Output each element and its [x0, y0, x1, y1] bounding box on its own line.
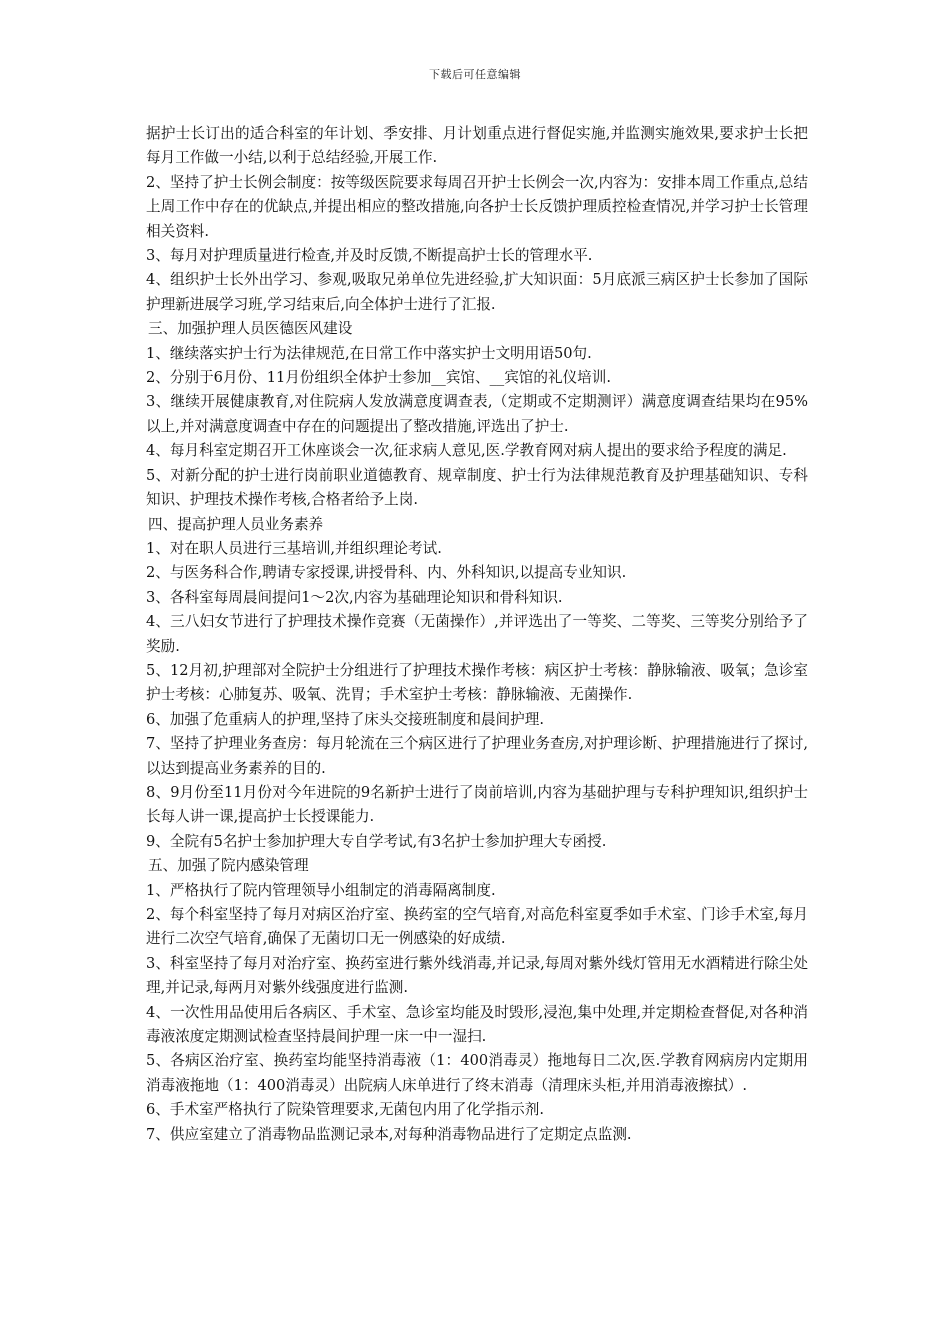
paragraph: 2、分别于6月份、11月份组织全体护士参加__宾馆、__宾馆的礼仪培训. — [146, 369, 612, 387]
paragraph: 2、每个科室坚持了每月对病区治疗室、换药室的空气培育,对高危科室夏季如手术室、门诊手术室,每月进行二次空气培育,确保了无菌切口无一例感染的好成绩. — [146, 906, 808, 948]
paragraph: 据护士长订出的适合科室的年计划、季安排、月计划重点进行督促实施,并监测实施效果,要求护士长把每月工作做一小结,以利于总结经验,开展工作. — [146, 125, 808, 167]
paragraph: 3、科室坚持了每月对治疗室、换药室进行紫外线消毒,并记录,每周对紫外线灯管用无水酒精进行除尘处理,并记录,每两月对紫外线强度进行监测. — [146, 954, 808, 997]
paragraph: 4、组织护士长外出学习、参观,吸取兄弟单位先进经验,扩大知识面：5月底派三病区护士长参加了国际护理新进展学习班,学习结束后,向全体护士进行了汇报. — [146, 271, 808, 313]
paragraph: 2、坚持了护士长例会制度：按等级医院要求每周召开护士长例会一次,内容为：安排本周工作重点,总结上周工作中存在的优缺点,并提出相应的整改措施,向各护士长反馈护理质控检查情况,并学习护士长管理相关资料. — [146, 173, 808, 240]
paragraph: 8、9月份至11月份对今年进院的9名新护士进行了岗前培训,内容为基础护理与专科护理知识,组织护士长每人讲一课,提高护士长授课能力. — [146, 783, 808, 826]
paragraph: 5、对新分配的护士进行岗前职业道德教育、规章制度、护士行为法律规范教育及护理基础知识、专科知识、护理技术操作考核,合格者给予上岗. — [146, 466, 808, 509]
paragraph: 1、严格执行了院内管理领导小组制定的消毒隔离制度. — [146, 881, 496, 899]
page-header: 下载后可任意编辑 — [429, 68, 521, 81]
paragraph: 4、每月科室定期召开工休座谈会一次,征求病人意见,医.学教育网对病人提出的要求给予程度的满足. — [146, 442, 787, 460]
paragraph: 1、对在职人员进行三基培训,并组织理论考试. — [146, 539, 442, 557]
paragraph: 2、与医务科合作,聘请专家授课,讲授骨科、内、外科知识,以提高专业知识. — [146, 564, 627, 582]
paragraph: 4、三八妇女节进行了护理技术操作竞赛（无菌操作）,并评选出了一等奖、二等奖、三等奖分别给予了奖励. — [146, 613, 808, 655]
paragraph: 3、继续开展健康教育,对住院病人发放满意度调查表,（定期或不定期测评）满意度调查结果均在95%以上,并对满意度调查中存在的问题提出了整改措施,评选出了护士. — [146, 393, 808, 435]
paragraph: 7、坚持了护理业务查房：每月轮流在三个病区进行了护理业务查房,对护理诊断、护理措施进行了探讨,以达到提高业务素养的目的. — [146, 735, 808, 777]
section-heading: 四、提高护理人员业务素养 — [148, 515, 324, 533]
paragraph: 1、继续落实护士行为法律规范,在日常工作中落实护士文明用语50句. — [146, 344, 592, 362]
paragraph: 3、每月对护理质量进行检查,并及时反馈,不断提高护士长的管理水平. — [146, 247, 593, 265]
paragraph: 4、一次性用品使用后各病区、手术室、急诊室均能及时毁形,浸泡,集中处理,并定期检查督促,对各种消毒液浓度定期测试检查坚持晨间护理一床一中一湿扫. — [146, 1003, 808, 1046]
paragraph: 3、各科室每周晨间提问1～2次,内容为基础理论知识和骨科知识. — [146, 588, 563, 606]
paragraph: 6、手术室严格执行了院染管理要求,无菌包内用了化学指示剂. — [146, 1101, 545, 1119]
paragraph: 9、全院有5名护士参加护理大专自学考试,有3名护士参加护理大专函授. — [146, 832, 607, 850]
document-body — [146, 122, 808, 1147]
paragraph: 6、加强了危重病人的护理,坚持了床头交接班制度和晨间护理. — [146, 710, 545, 728]
paragraph: 5、各病区治疗室、换药室均能坚持消毒液（1：400消毒灵）拖地每日二次,医.学教育网病房内定期用消毒液拖地（1：400消毒灵）出院病人床单进行了终末消毒（清理床头柜,并用消毒液擦拭）. — [146, 1052, 808, 1094]
section-heading: 五、加强了院内感染管理 — [148, 857, 309, 875]
section-heading: 三、加强护理人员医德医风建设 — [148, 320, 353, 338]
paragraph: 7、供应室建立了消毒物品监测记录本,对每种消毒物品进行了定期定点监测. — [146, 1125, 632, 1143]
paragraph: 5、12月初,护理部对全院护士分组进行了护理技术操作考核：病区护士考核：静脉输液、吸氧；急诊室护士考核：心肺复苏、吸氧、洗胃；手术室护士考核：静脉输液、无菌操作. — [146, 661, 808, 704]
